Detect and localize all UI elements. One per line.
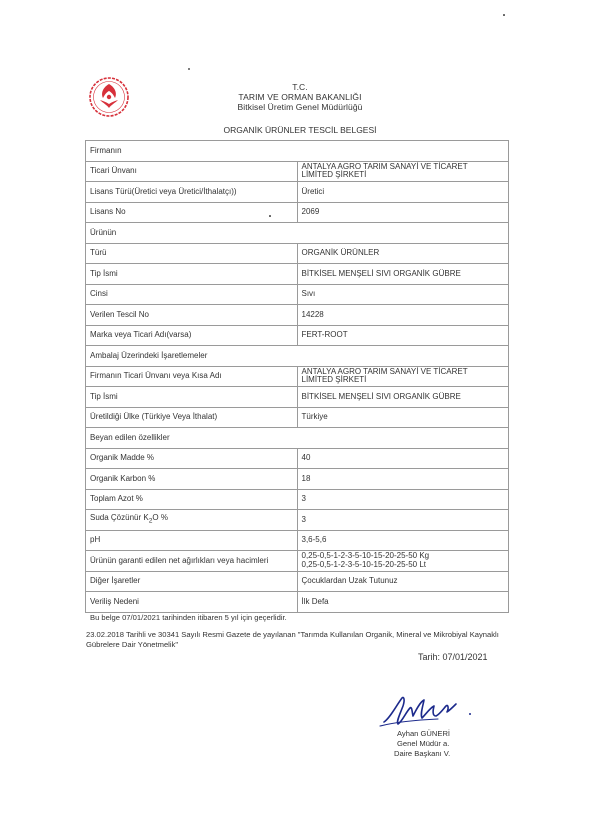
type-name-label: Tip İsmi — [86, 264, 298, 285]
signatory-department: Daire Başkanı V. — [394, 749, 451, 758]
brand-value: FERT-ROOT — [297, 325, 509, 346]
table-row — [86, 530, 509, 551]
signature-image — [376, 688, 486, 730]
table-row — [86, 551, 509, 572]
weights-line1: 0,25-0,5-1-2-3-5-10-15-20-25-50 Kg — [301, 551, 430, 561]
form-value: Sıvı — [297, 284, 509, 305]
weights-line2: 0,25-0,5-1-2-3-5-10-15-20-25-50 Lt — [301, 559, 427, 569]
form-label: Cinsi — [86, 284, 298, 305]
reason-value: İlk Defa — [297, 592, 509, 613]
kind-value: ORGANİK ÜRÜNLER — [297, 243, 509, 264]
table-row — [86, 571, 509, 592]
pkg-firm-label: Firmanın Ticari Ünvanı veya Kısa Adı — [86, 366, 298, 387]
ph-value: 3,6-5,6 — [297, 530, 509, 551]
organic-carbon-value: 18 — [297, 469, 509, 490]
pkg-type-label: Tip İsmi — [86, 387, 298, 408]
header-directorate: Bitkisel Üretim Genel Müdürlüğü — [237, 102, 363, 112]
reg-no-value: 14228 — [297, 305, 509, 326]
trade-name-value — [297, 161, 509, 182]
table-row — [86, 448, 509, 469]
k2o-label — [86, 510, 298, 531]
section-packaging: Ambalaj Üzerindeki İşaretlemeler — [86, 346, 509, 367]
scan-speck — [503, 14, 505, 16]
table-row — [86, 592, 509, 613]
license-no-label: Lisans No — [86, 202, 298, 223]
organic-matter-label: Organik Madde % — [86, 448, 298, 469]
total-nitrogen-label: Toplam Azot % — [86, 489, 298, 510]
table-row — [86, 284, 509, 305]
weights-value — [297, 551, 509, 572]
table-row — [86, 325, 509, 346]
other-marks-value: Çocuklardan Uzak Tutunuz — [297, 571, 509, 592]
section-properties: Beyan edilen özellikler — [86, 428, 509, 449]
table-row — [86, 141, 509, 162]
k2o-label-sub: 2 — [148, 517, 153, 525]
license-no-value: 2069 — [297, 202, 509, 223]
license-type-value: Üretici — [297, 182, 509, 203]
table-row — [86, 346, 509, 367]
total-nitrogen-value: 3 — [297, 489, 509, 510]
license-type-label: Lisans Türü(Üretici veya Üretici/İthalatçı)) — [86, 182, 298, 203]
origin-value: Türkiye — [297, 407, 509, 428]
pkg-firm-line2: LİMİTED ŞİRKETİ — [301, 375, 367, 385]
kind-label: Türü — [86, 243, 298, 264]
brand-label: Marka veya Ticari Adı(varsa) — [86, 325, 298, 346]
signatory-name: Ayhan GÜNERİ — [397, 729, 451, 738]
regulation-reference: 23.02.2018 Tarihli ve 30341 Sayılı Resmi Gazete de yayılanan "Tarımda Kullanılan Organik, Mineral ve Mikrobiyal Kaynaklı Gübrelere Dair Yönetmelik" — [86, 630, 499, 649]
trade-name-line1: ANTALYA AGRO TARIM SANAYİ VE TİCARET — [301, 161, 468, 171]
table-row — [86, 305, 509, 326]
table-row — [86, 223, 509, 244]
organic-carbon-label: Organik Karbon % — [86, 469, 298, 490]
table-row — [86, 407, 509, 428]
header-line-tc: T.C. — [292, 82, 308, 92]
table-row — [86, 469, 509, 490]
k2o-label-prefix: Suda Çözünür K — [90, 512, 149, 522]
ph-label: pH — [86, 530, 298, 551]
validity-note: Bu belge 07/01/2021 tarihinden itibaren 5 yıl için geçerlidir. — [90, 613, 287, 622]
scan-speck — [269, 215, 271, 217]
registration-table — [85, 140, 509, 613]
table-row — [86, 366, 509, 387]
trade-name-line2: LİMİTED ŞİRKETİ — [301, 170, 367, 180]
table-row — [86, 428, 509, 449]
document-title: ORGANİK ÜRÜNLER TESCİL BELGESİ — [223, 125, 377, 135]
table-row — [86, 182, 509, 203]
section-firm: Firmanın — [86, 141, 509, 162]
weights-label: Ürünün garanti edilen net ağırlıkları veya hacimleri — [86, 551, 298, 572]
k2o-label-suffix: O % — [152, 512, 168, 522]
signatory-role: Genel Müdür a. — [397, 739, 450, 748]
trade-name-label: Ticari Ünvanı — [86, 161, 298, 182]
table-row — [86, 489, 509, 510]
type-name-value: BİTKİSEL MENŞELİ SIVI ORGANİK GÜBRE — [297, 264, 509, 285]
pkg-type-value: BİTKİSEL MENŞELİ SIVI ORGANİK GÜBRE — [297, 387, 509, 408]
table-row — [86, 387, 509, 408]
table-row — [86, 264, 509, 285]
issue-date: Tarih: 07/01/2021 — [418, 652, 488, 662]
pkg-firm-value — [297, 366, 509, 387]
k2o-value: 3 — [297, 510, 509, 531]
reason-label: Veriliş Nedeni — [86, 592, 298, 613]
table-row — [86, 510, 509, 531]
table-row — [86, 161, 509, 182]
reg-no-label: Verilen Tescil No — [86, 305, 298, 326]
pkg-firm-line1: ANTALYA AGRO TARIM SANAYİ VE TİCARET — [301, 366, 468, 376]
table-row — [86, 243, 509, 264]
other-marks-label: Diğer İşaretler — [86, 571, 298, 592]
scan-speck — [188, 68, 190, 70]
table-row — [86, 202, 509, 223]
origin-label: Üretildiği Ülke (Türkiye Veya İthalat) — [86, 407, 298, 428]
section-product: Ürünün — [86, 223, 509, 244]
organic-matter-value: 40 — [297, 448, 509, 469]
header-ministry: TARIM VE ORMAN BAKANLIĞI — [238, 92, 362, 102]
